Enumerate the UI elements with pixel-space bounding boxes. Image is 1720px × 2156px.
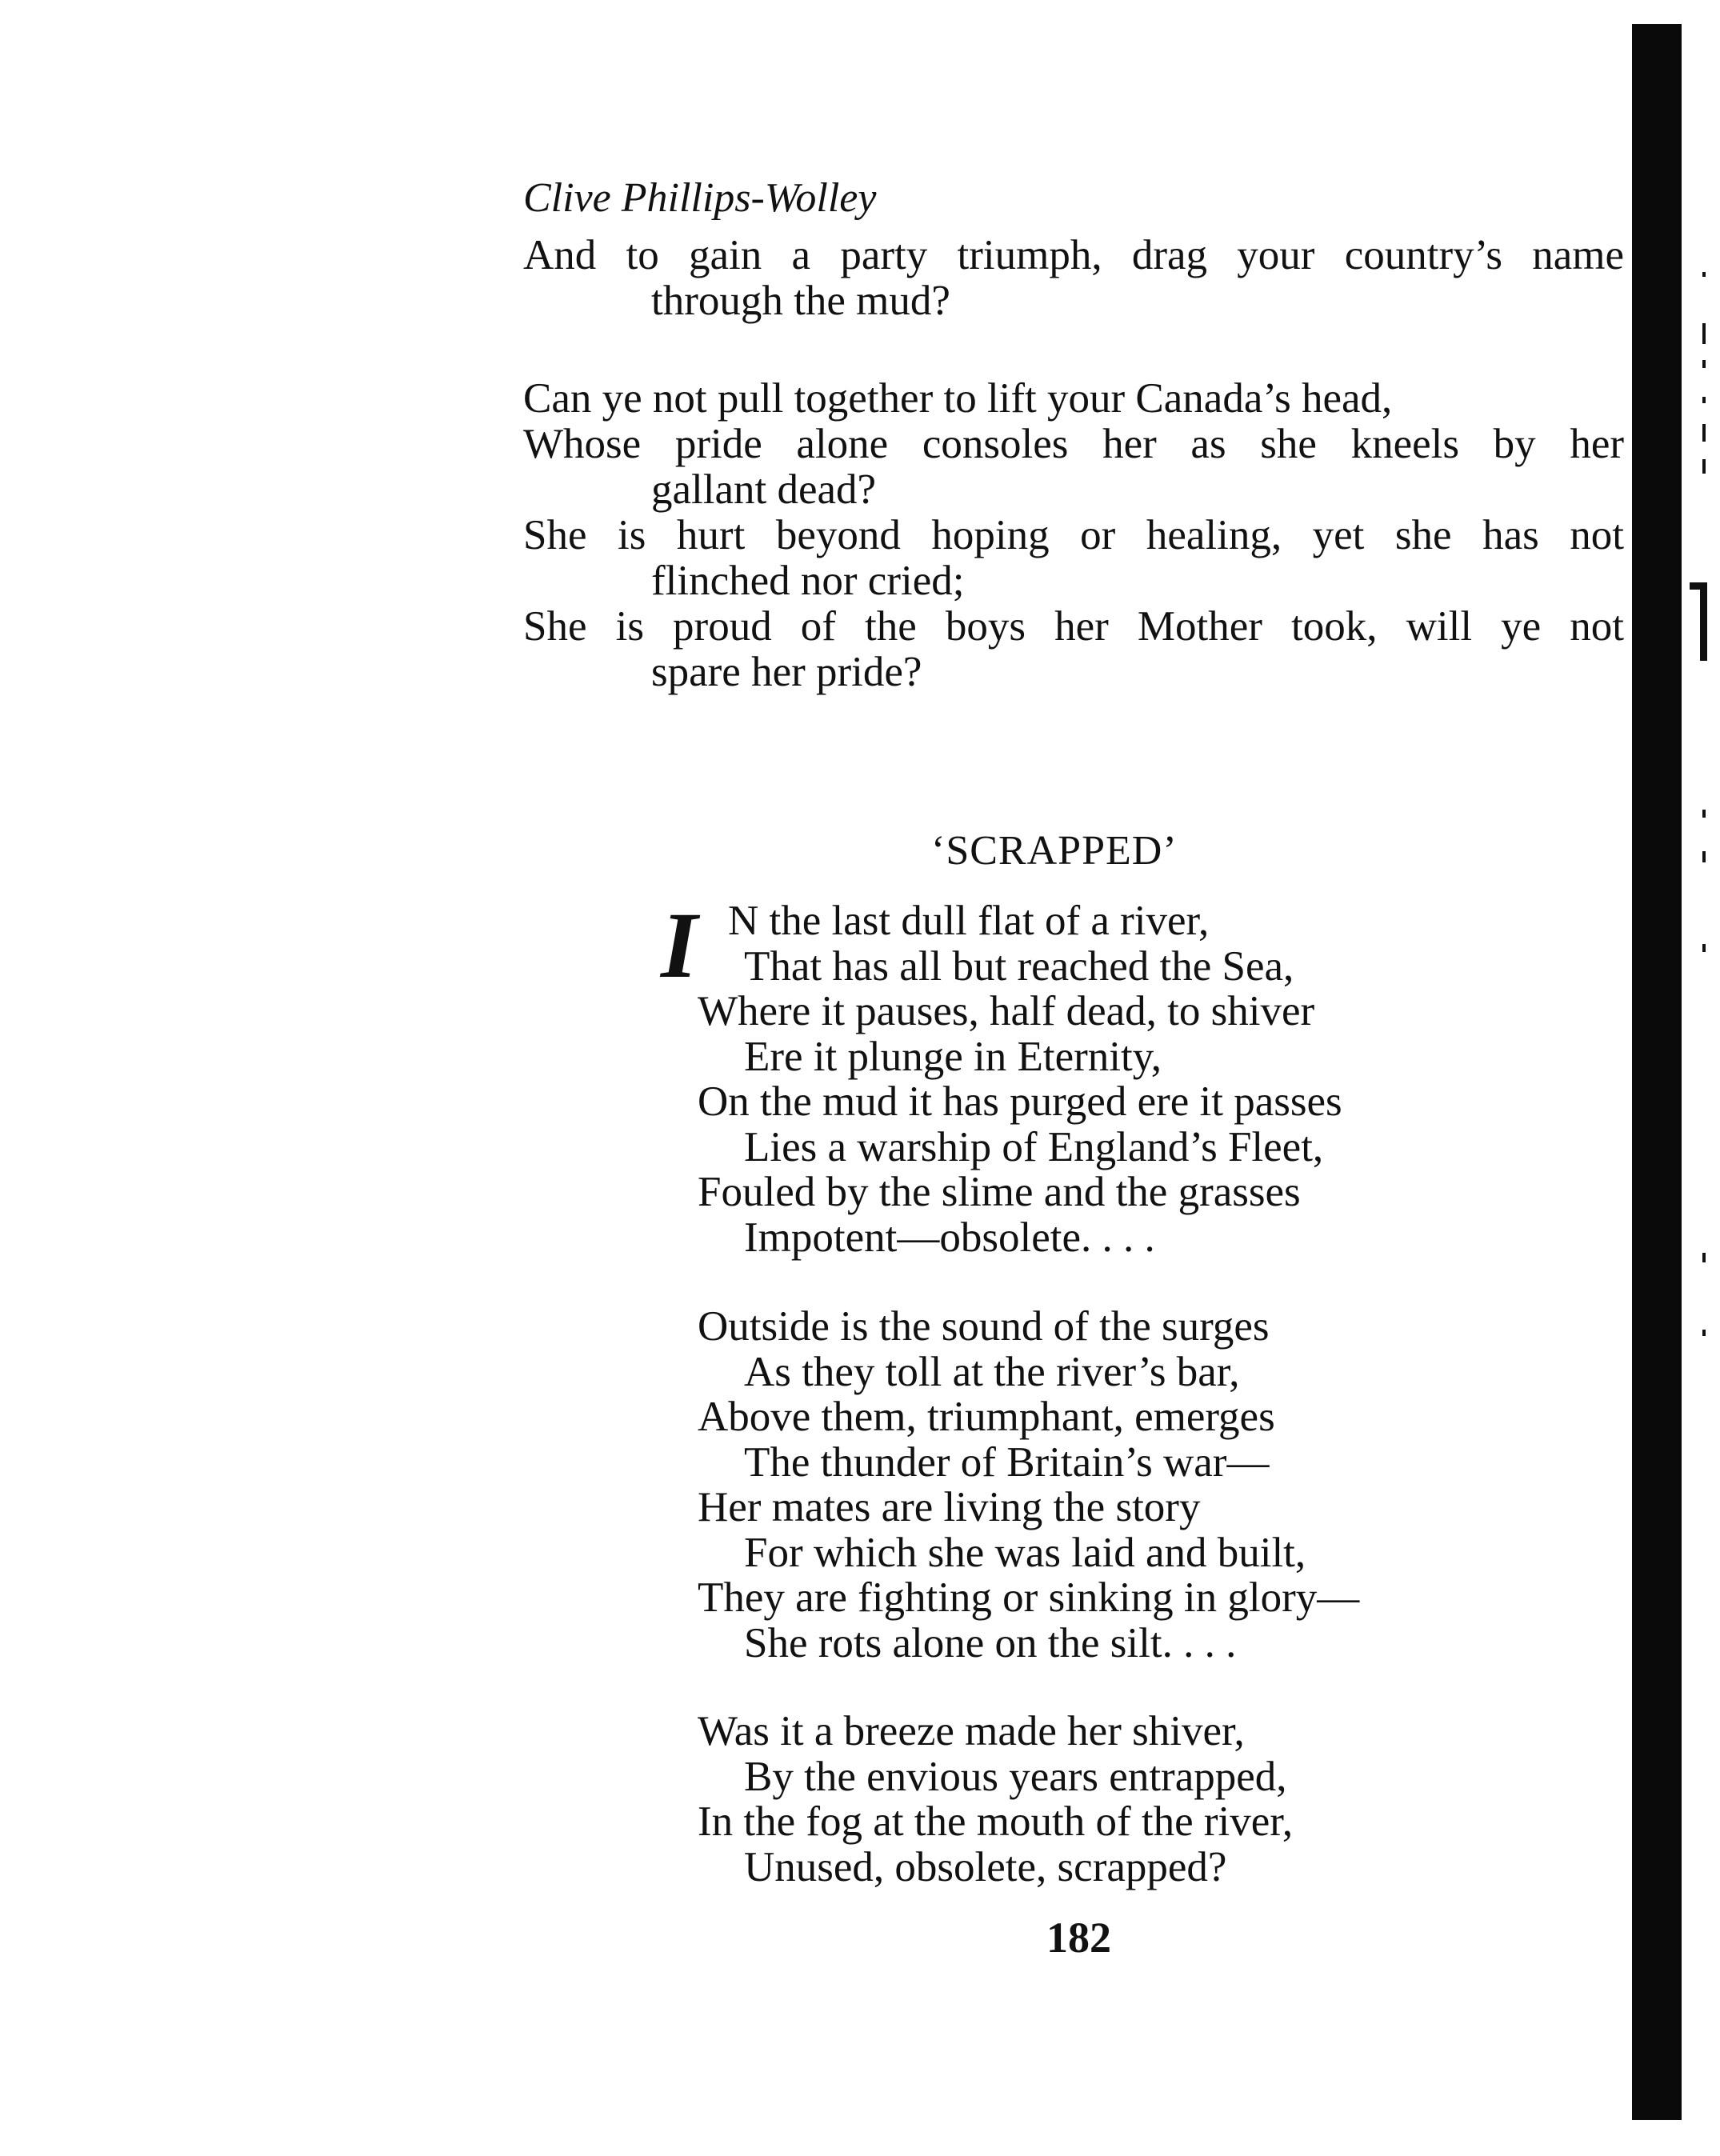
verse-line: Was it a breeze made her shiver,	[698, 1708, 1245, 1754]
verse-line-continuation: through the mud?	[651, 278, 950, 324]
verse-line-indented: Ere it plunge in Eternity,	[744, 1033, 1162, 1080]
poem-title: ‘SCRAPPED’	[931, 828, 1178, 874]
previous-poem-stanza-2	[523, 376, 1624, 695]
verse-line: On the mud it has purged ere it passes	[698, 1078, 1342, 1125]
margin-speck	[1702, 851, 1706, 862]
verse-line: Above them, triumphant, emerges	[698, 1394, 1275, 1440]
page-number: 182	[1046, 1914, 1111, 1962]
verse-line-continuation: flinched nor cried;	[651, 558, 965, 604]
margin-speck	[1702, 810, 1706, 818]
margin-speck	[1702, 272, 1706, 277]
verse-line-indented: That has all but reached the Sea,	[744, 942, 1294, 990]
margin-speck	[1702, 424, 1706, 442]
poem-stanza-2	[698, 1304, 1498, 1666]
margin-speck	[1702, 459, 1706, 474]
verse-line: Where it pauses, half dead, to shiver	[698, 988, 1315, 1034]
verse-line-indented: Lies a warship of England’s Fleet,	[744, 1123, 1324, 1170]
facing-page-bracket-glyph	[1690, 582, 1707, 661]
verse-line: Her mates are living the story	[698, 1484, 1201, 1530]
verse-line-indented: For which she was laid and built,	[744, 1529, 1306, 1576]
margin-speck	[1702, 1253, 1706, 1262]
verse-line-continuation: spare her pride?	[651, 649, 922, 695]
verse-line: Whose pride alone consoles her as she kneels by her	[523, 422, 1624, 467]
verse-line: Can ye not pull together to lift your Canada’s head,	[523, 375, 1393, 422]
verse-line-indented: Impotent—obsolete. . . .	[744, 1214, 1155, 1261]
verse-line-indented: As they toll at the river’s bar,	[744, 1348, 1240, 1395]
margin-speck	[1702, 397, 1706, 403]
book-spine-shadow	[1632, 24, 1682, 2120]
verse-line-continuation: gallant dead?	[651, 466, 877, 513]
verse-line-indented: The thunder of Britain’s war—	[744, 1438, 1270, 1486]
running-head-author: Clive Phillips-Wolley	[523, 175, 877, 221]
margin-speck	[1702, 360, 1706, 368]
poem-stanza-1	[698, 898, 1498, 1260]
margin-speck	[1702, 323, 1706, 344]
poem-stanza-3	[698, 1709, 1498, 1890]
verse-line: In the fog at the mouth of the river,	[698, 1798, 1294, 1845]
verse-line-indented: She rots alone on the silt. . . .	[744, 1619, 1237, 1666]
drop-cap: I	[661, 893, 698, 998]
verse-line: Fouled by the slime and the grasses	[698, 1169, 1301, 1215]
verse-line: She is hurt beyond hoping or healing, yet she has not	[523, 513, 1624, 558]
verse-line-indented: Unused, obsolete, scrapped?	[744, 1843, 1227, 1890]
verse-line: N the last dull flat of a river,	[728, 898, 1210, 944]
verse-line-indented: By the envious years entrapped,	[744, 1753, 1287, 1800]
verse-line: She is proud of the boys her Mother took, will ye not	[523, 604, 1624, 650]
verse-line: And to gain a party triumph, drag your country’s name	[523, 233, 1624, 278]
margin-speck	[1702, 944, 1706, 952]
verse-line: They are fighting or sinking in glory—	[698, 1574, 1360, 1621]
previous-poem-stanza-1	[523, 233, 1624, 324]
verse-line: Outside is the sound of the surges	[698, 1303, 1270, 1350]
margin-speck	[1702, 1330, 1706, 1336]
